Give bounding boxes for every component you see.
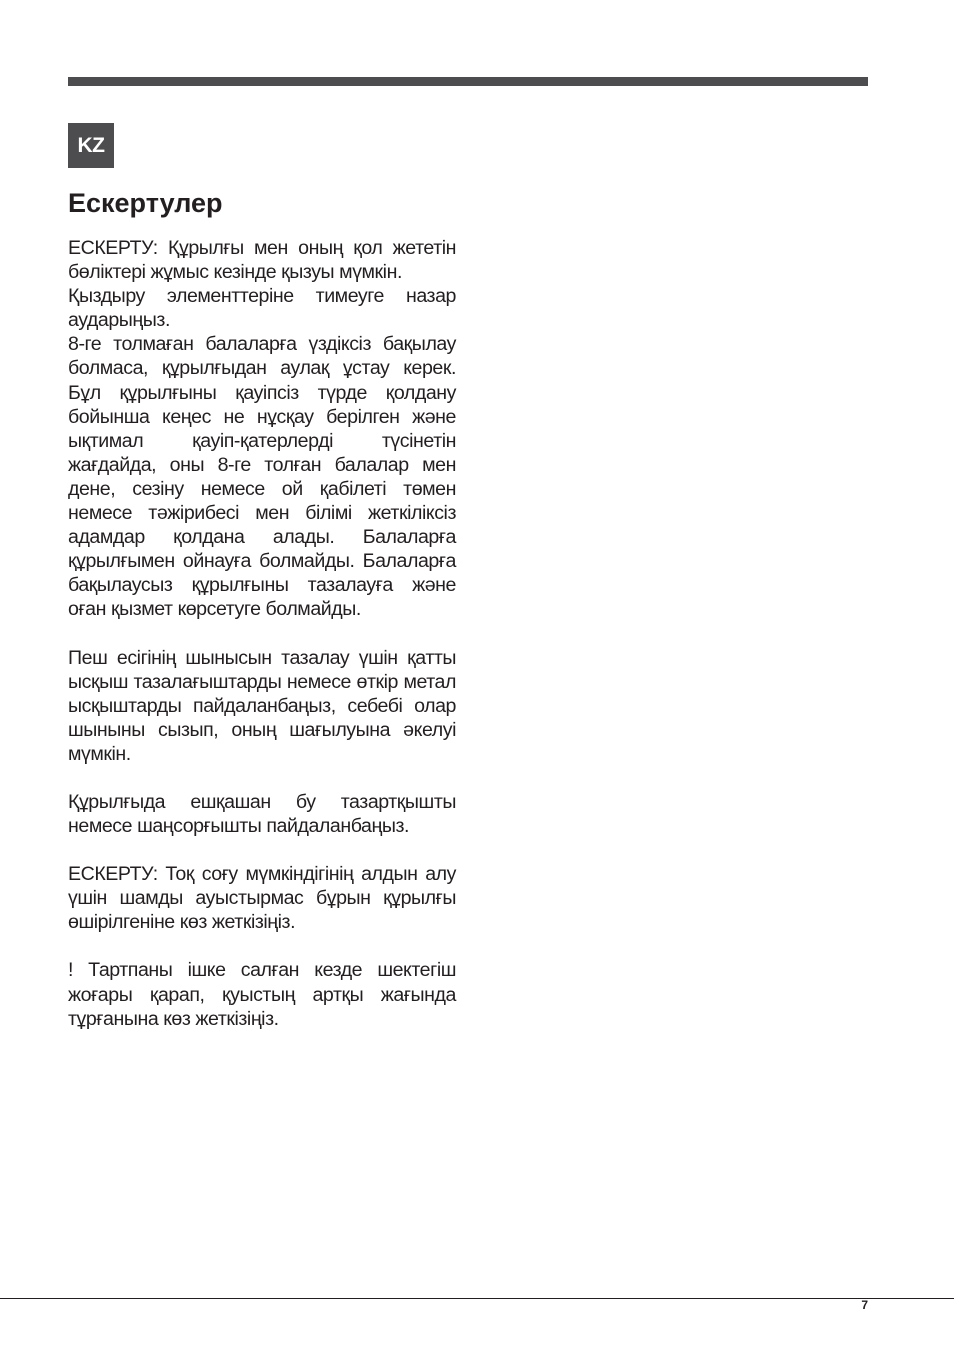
paragraph-glass-cleaning: Пеш есігінің шынысын тазалау үшін қатты ысқыш тазалағыштарды немесе өткір метал ысқыштарды пайдаланбаңыз, себебі олар шыныны сызып, оның шағылуына әкелуі мүмкін. bbox=[68, 646, 456, 765]
section-title: Ескертулер bbox=[68, 188, 223, 218]
paragraph-heating-elements: Қыздыру элементтеріне тимеуге назар аударыңыз. bbox=[68, 285, 456, 332]
paragraph-children-safety: 8-ге толмаған балаларға үздіксіз бақылау болмаса, құрылғыдан аулақ ұстау керек. Бұл құрылғыны қауіпсіз түрде қолдану бойынша кеңес не нұсқау берілген және ықтимал қауіп-қатерлерді түсінетін жағдайда, оны 8-ге толған балалар мен дене, сезіну немесе ой қабілеті төмен немесе тәжірибесі мен білімі жеткіліксіз адамдар қолдана алады. Балаларға құрылғымен ойнауға болмайды. Балаларға бақылаусыз құрылғыны тазалауға және оған қызмет көрсетуге болмайды. bbox=[68, 333, 456, 621]
paragraph-warning-hot-parts: ЕСКЕРТУ: Құрылғы мен оның қол жететін бөліктері жұмыс кезінде қызуы мүмкін. bbox=[68, 237, 456, 284]
paragraph-warning-lamp: ЕСКЕРТУ: Тоқ соғу мүмкіндігінің алдын алу үшін шамды ауыстырмас бұрын құрылғы өшірілгеніне көз жеткізіңіз. bbox=[68, 863, 456, 934]
page-number: 7 bbox=[861, 1298, 868, 1312]
language-badge: KZ bbox=[68, 123, 114, 168]
body-text bbox=[68, 236, 456, 1031]
paragraph-steam-cleaner: Құрылғыда ешқашан бу тазартқышты немесе шаңсорғышты пайдаланбаңыз. bbox=[68, 790, 456, 838]
top-rule bbox=[68, 77, 868, 86]
paragraph-shelf-stop: ! Тартпаны ішке салған кезде шектегіш жоғары қарап, қуыстың артқы жағында тұрғанына көз жеткізіңіз. bbox=[68, 959, 456, 1030]
bottom-rule bbox=[0, 1298, 954, 1299]
